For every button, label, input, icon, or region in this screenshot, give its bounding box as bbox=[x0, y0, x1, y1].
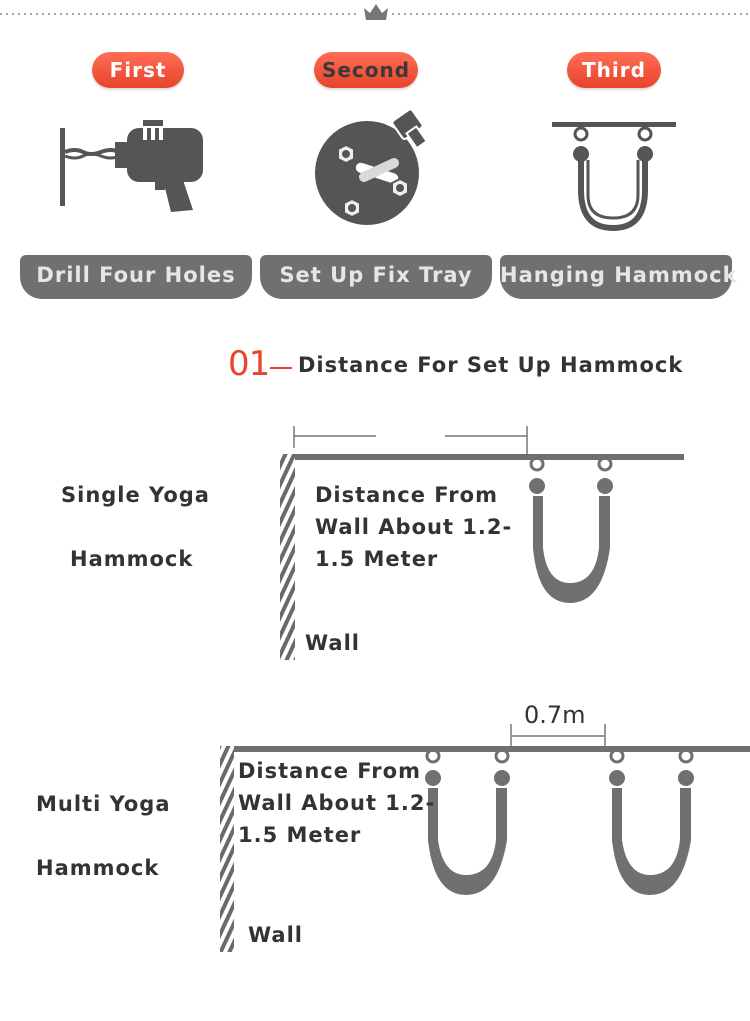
multi-desc-line1: Distance From bbox=[238, 759, 421, 783]
single-wall-label: Wall bbox=[305, 631, 360, 655]
multi-wall-label: Wall bbox=[248, 923, 303, 947]
step-second-pill: Second bbox=[314, 52, 418, 88]
multi-hammock-right-icon bbox=[609, 750, 694, 895]
section-title: Distance For Set Up Hammock bbox=[298, 353, 684, 377]
single-desc-line3: 1.5 Meter bbox=[315, 547, 439, 571]
drill-icon bbox=[55, 100, 215, 220]
single-label-line1: Single Yoga bbox=[61, 483, 210, 507]
multi-desc-line3: 1.5 Meter bbox=[238, 823, 362, 847]
single-hammock-icon bbox=[529, 458, 613, 603]
fix-tray-icon bbox=[312, 105, 432, 230]
step-third-banner: Hanging Hammock bbox=[500, 255, 732, 299]
step-first-banner: Drill Four Holes bbox=[20, 255, 252, 299]
hammock-icon bbox=[548, 100, 683, 235]
top-divider bbox=[0, 0, 750, 26]
step-third-pill: Third bbox=[567, 52, 661, 88]
multi-spacing-label: 0.7m bbox=[524, 701, 586, 729]
step-first-pill: First bbox=[92, 52, 184, 88]
single-label-line2: Hammock bbox=[70, 547, 194, 571]
section-dash bbox=[270, 367, 292, 369]
step-second-banner: Set Up Fix Tray bbox=[260, 255, 492, 299]
multi-label-line1: Multi Yoga bbox=[36, 792, 171, 816]
multi-desc-line2: Wall About 1.2- bbox=[238, 791, 436, 815]
single-desc-line1: Distance From bbox=[315, 483, 498, 507]
crown-icon bbox=[364, 4, 388, 20]
multi-hammock-left-icon bbox=[425, 750, 510, 895]
multi-label-line2: Hammock bbox=[36, 856, 160, 880]
single-desc-line2: Wall About 1.2- bbox=[315, 515, 513, 539]
section-number: 01 bbox=[228, 344, 270, 384]
